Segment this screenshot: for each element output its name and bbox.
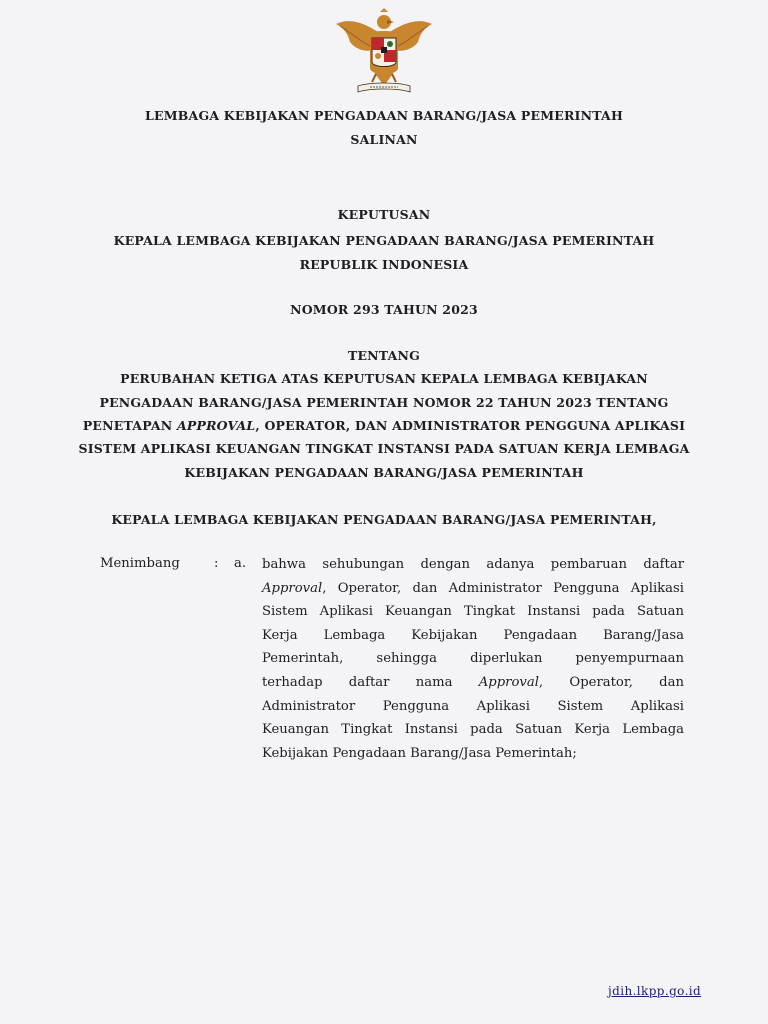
issuer-line-2: REPUBLIK INDONESIA xyxy=(299,257,469,272)
paragraph-line: Sistem Aplikasi Keuangan Tingkat Instansi pada Satuan xyxy=(262,604,684,620)
paragraph-line: Kerja Lembaga Kebijakan Pengadaan Barang/Jasa xyxy=(262,627,684,643)
title-italic-term: APPROVAL xyxy=(176,418,256,433)
considering-item-marker: a. xyxy=(234,556,247,571)
paragraph-line: Pemerintah, sehingga diperlukan penyempurnaan xyxy=(262,651,684,667)
paragraph-text: , Operator, dan Administrator Pengguna Aplikasi xyxy=(322,580,684,596)
paragraph-line xyxy=(262,671,684,695)
considering-label: Menimbang xyxy=(100,556,180,571)
copy-label: SALINAN xyxy=(350,132,418,147)
paragraph-text: , Operator, dan xyxy=(538,674,684,690)
title-text: , OPERATOR, DAN ADMINISTRATOR PENGGUNA APLIKASI xyxy=(255,418,686,433)
decree-type: KEPUTUSAN xyxy=(337,207,431,222)
jdih-link[interactable]: jdih.lkpp.go.id xyxy=(608,984,702,998)
paragraph-text: terhadap daftar nama xyxy=(262,674,479,690)
italic-term: Approval xyxy=(262,580,323,596)
decree-title-line-3 xyxy=(0,418,768,433)
issuer-line-1: KEPALA LEMBAGA KEBIJAKAN PENGADAAN BARANG/JASA PEMERINTAH xyxy=(113,233,655,248)
italic-term: Approval xyxy=(478,674,539,690)
considering-paragraph xyxy=(262,553,684,765)
paragraph-line: Kebijakan Pengadaan Barang/Jasa Pemerintah; xyxy=(262,745,577,761)
signatory-heading: KEPALA LEMBAGA KEBIJAKAN PENGADAAN BARANG/JASA PEMERINTAH, xyxy=(111,512,657,527)
decree-title-line-4: SISTEM APLIKASI KEUANGAN TINGKAT INSTANSI PADA SATUAN KERJA LEMBAGA xyxy=(78,441,690,456)
decree-number: NOMOR 293 TAHUN 2023 xyxy=(290,302,478,317)
decree-title-line-5: KEBIJAKAN PENGADAAN BARANG/JASA PEMERINTAH xyxy=(184,465,584,480)
agency-name: LEMBAGA KEBIJAKAN PENGADAAN BARANG/JASA PEMERINTAH xyxy=(145,108,623,123)
paragraph-line xyxy=(262,577,684,601)
decree-title-line-1: PERUBAHAN KETIGA ATAS KEPUTUSAN KEPALA LEMBAGA KEBIJAKAN xyxy=(120,371,648,386)
paragraph-line: Keuangan Tingkat Instansi pada Satuan Kerja Lembaga xyxy=(262,722,684,738)
paragraph-line: bahwa sehubungan dengan adanya pembaruan daftar xyxy=(262,557,684,572)
title-text: PENETAPAN xyxy=(82,418,177,433)
about-label: TENTANG xyxy=(347,348,421,363)
garuda-emblem-icon xyxy=(330,6,438,98)
considering-colon: : xyxy=(214,556,219,571)
paragraph-line: Administrator Pengguna Aplikasi Sistem Aplikasi xyxy=(262,698,684,714)
decree-title-line-2: PENGADAAN BARANG/JASA PEMERINTAH NOMOR 22 TAHUN 2023 TENTANG xyxy=(99,395,669,410)
